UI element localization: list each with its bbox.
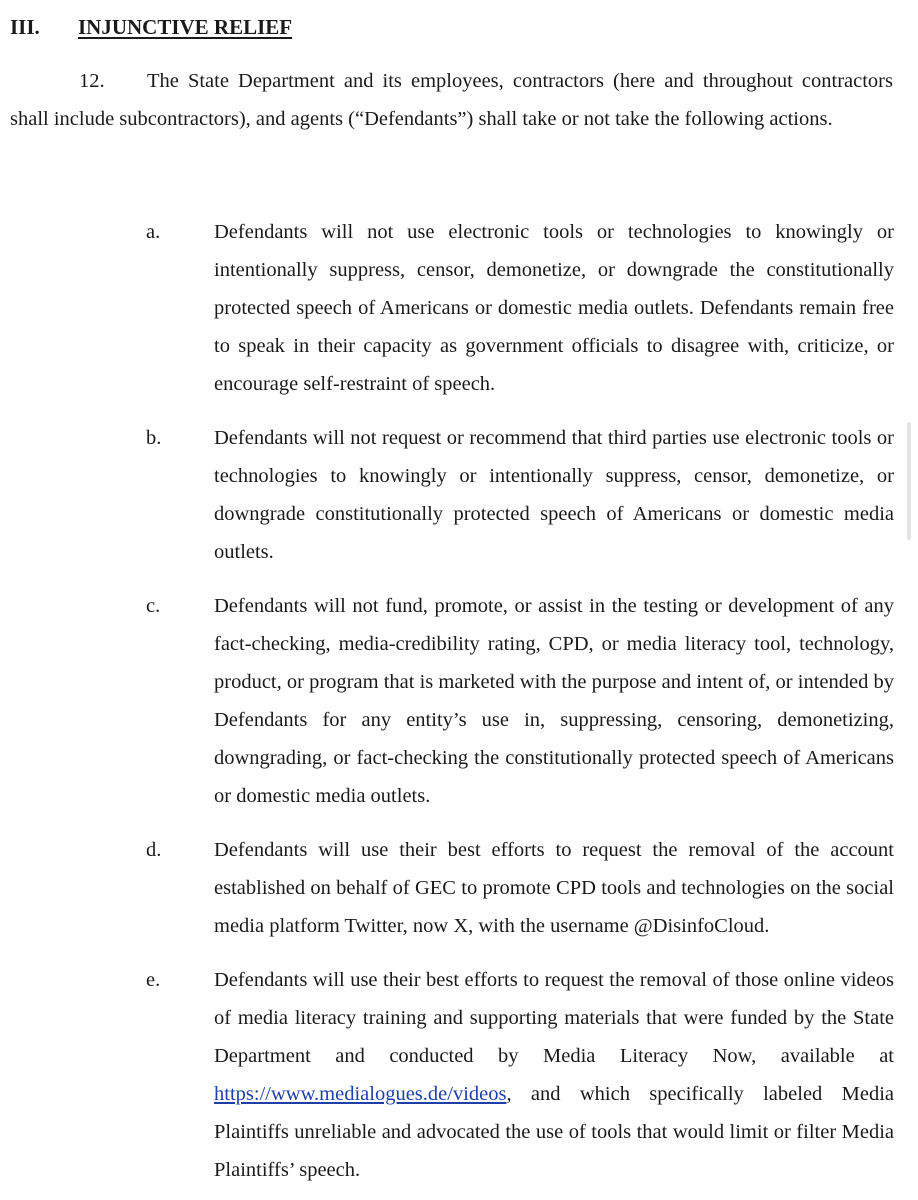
paragraph-12 [10,62,893,138]
paragraph-number: 12. [79,70,105,92]
list-item-text: Defendants will not fund, promote, or assist in the testing or development of any fact-checking, media-credibility rating, CPD, or media literacy tool, technology, product, or program that is marketed with the purpose and intent of, or intended by Defendants for any entity’s use in, suppressing, censoring, demonetizing, downgrading, or fact-checking the constitutionally protected speech of Americans or domestic media outlets. [214,595,894,807]
list-item-text-before: Defendants will use their best efforts to request the removal of those online videos of media literacy training and supporting materials that were funded by the State Department and conducted by Media Literacy Now, available at [214,969,894,1067]
medialogues-videos-link[interactable]: https://www.medialogues.de/videos [214,1083,507,1105]
list-item-letter: b. [146,427,162,449]
section-heading [10,12,292,42]
section-number: III. [10,15,40,39]
scrollbar-thumb[interactable] [907,422,911,540]
list-item-letter: c. [146,595,161,617]
section-title: INJUNCTIVE RELIEF [78,15,293,39]
list-item-letter: a. [146,221,161,243]
paragraph-text: The State Department and its employees, contractors (here and throughout contractors shall include subcontractors), and agents (“Defendants”) shall take or not take the following actions. [10,70,893,130]
list-item-letter: e. [146,969,161,991]
list-item-text-after: , and which specifically labeled Media Plaintiffs unreliable and advocated the use of tools that would limit or filter Media Plaintiffs’ speech. [214,1083,894,1181]
list-item-text: Defendants will not request or recommend that third parties use electronic tools or technologies to knowingly or intentionally suppress, censor, demonetize, or downgrade constitutionally protected speech of Americans or domestic media outlets. [214,427,894,563]
list-item-text [214,961,894,1189]
list-item-letter: d. [146,839,162,861]
list-item-text: Defendants will not use electronic tools or technologies to knowingly or intentionally suppress, censor, demonetize, or downgrade the constitutionally protected speech of Americans or domestic media outlets. Defendants remain free to speak in their capacity as government officials to disagree with, criticize, or encourage self-restraint of speech. [214,221,894,395]
list-item-text: Defendants will use their best efforts to request the removal of the account established on behalf of GEC to promote CPD tools and technologies on the social media platform Twitter, now X, with the username @DisinfoCloud. [214,839,894,937]
